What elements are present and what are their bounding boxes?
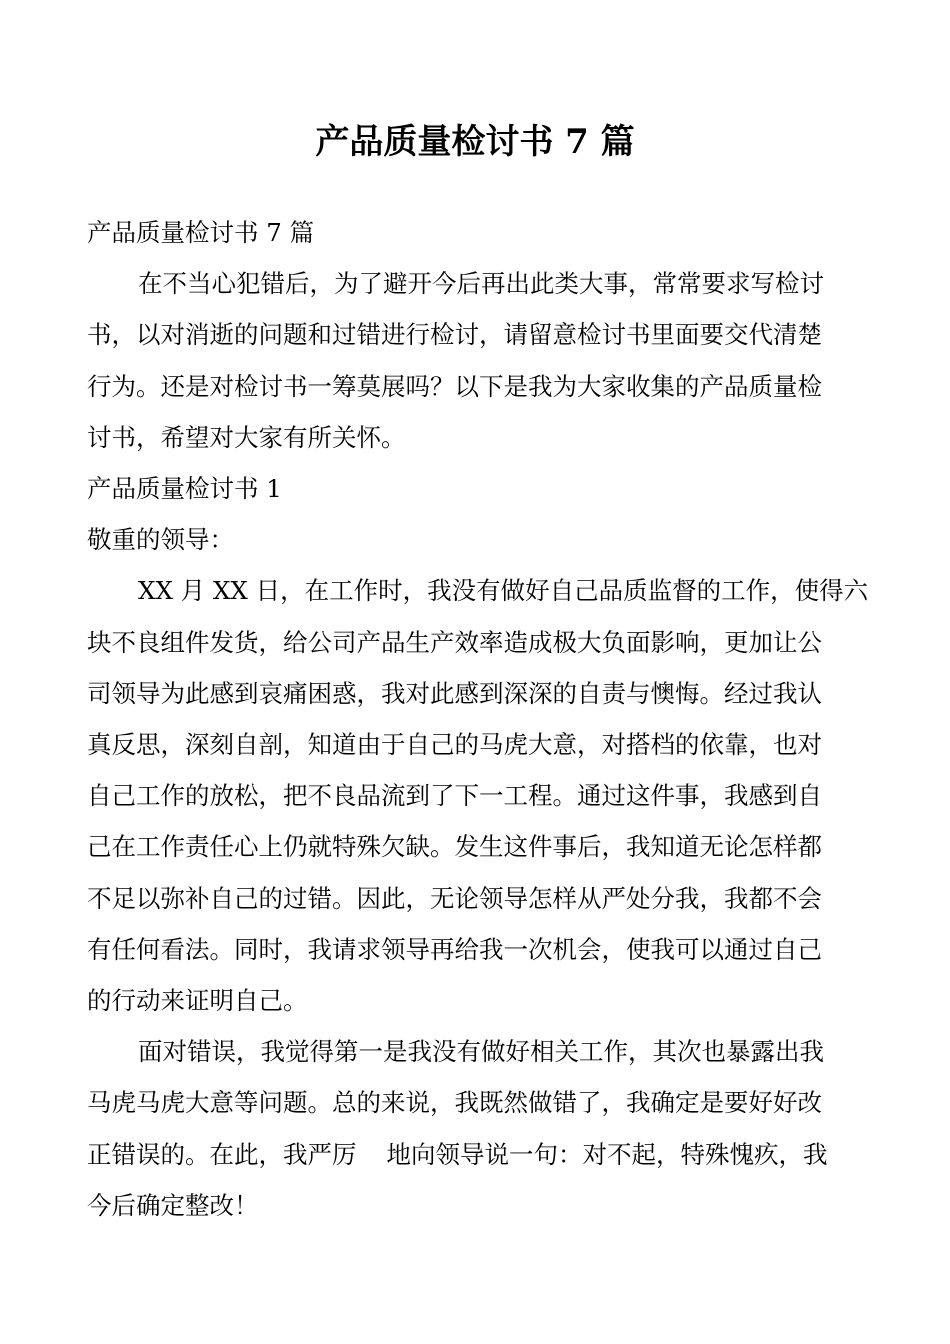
intro-line: 行为。还是对检讨书一筹莫展吗？以下是我为大家收集的产品质量检: [87, 371, 822, 401]
paragraph-line: 不足以弥补自己的过错。因此，无论领导怎样从严处分我，我都不会: [87, 883, 822, 913]
paragraph-line: 真反思，深刻自剖，知道由于自己的马虎大意，对搭档的依靠，也对: [87, 730, 822, 760]
paragraph-line: 马虎马虎大意等问题。总的来说，我既然做错了，我确定是要好好改: [87, 1088, 822, 1118]
paragraph-fragment: 正错误的。在此，我严厉: [87, 1139, 357, 1169]
document-subtitle: 产品质量检讨书 7 篇: [87, 218, 315, 247]
salutation: 敬重的领导：: [87, 525, 234, 555]
paragraph-line: XX 月 XX 日，在工作时，我没有做好自己品质监督的工作，使得六: [138, 576, 869, 606]
document-title: 产品质量检讨书 7 篇: [315, 122, 635, 162]
paragraph-line: [87, 1129, 867, 1180]
paragraph-fragment: 地向领导说一句：对不起，特殊愧疚，我: [386, 1139, 828, 1169]
paragraph-line: 有任何看法。同时，我请求领导再给我一次机会，使我可以通过自己: [87, 934, 822, 964]
paragraph-line: 块不良组件发货，给公司产品生产效率造成极大负面影响，更加让公: [87, 627, 822, 657]
paragraph-line: 面对错误，我觉得第一是我没有做好相关工作，其次也暴露出我: [138, 1037, 824, 1067]
paragraph-line: 自己工作的放松，把不良品流到了下一工程。通过这件事，我感到自: [87, 781, 822, 811]
paragraph-line: 司领导为此感到哀痛困惑，我对此感到深深的自责与懊悔。经过我认: [87, 678, 822, 708]
paragraph-line: 今后确定整改！: [87, 1190, 259, 1220]
section-heading: 产品质量检讨书 1: [87, 474, 282, 504]
document-body: [87, 207, 867, 1231]
paragraph-line: 己在工作责任心上仍就特殊欠缺。发生这件事后，我知道无论怎样都: [87, 832, 822, 862]
intro-line: 在不当心犯错后，为了避开今后再出此类大事，常常要求写检讨: [138, 269, 824, 299]
intro-line: 讨书，希望对大家有所关怀。: [87, 422, 406, 452]
paragraph-line: 的行动来证明自己。: [87, 986, 308, 1016]
intro-line: 书，以对消逝的问题和过错进行检讨，请留意检讨书里面要交代清楚: [87, 320, 822, 350]
